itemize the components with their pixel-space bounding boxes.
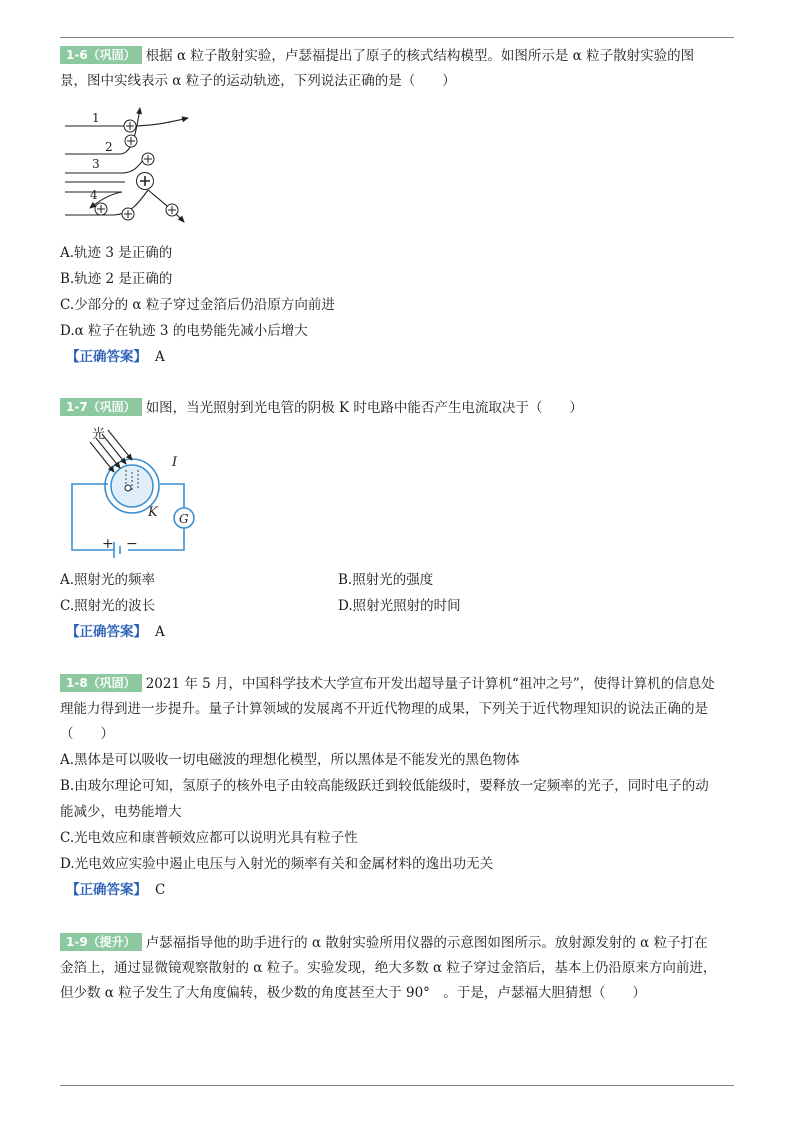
alpha-scattering-figure <box>60 104 200 228</box>
q7-options <box>60 567 736 645</box>
light-label: 光 <box>92 427 106 442</box>
question-tag: 1-7（巩固） <box>60 398 142 416</box>
option-b: B.照射光的强度 <box>338 572 434 588</box>
label-4: 4 <box>90 188 98 202</box>
option-c: C.少部分的 α 粒子穿过金箔后仍沿原方向前进 <box>60 297 335 313</box>
answer-line <box>66 619 736 645</box>
footer-rule <box>60 1085 734 1086</box>
stem-line-1: 卢瑟福指导他的助手进行的 α 散射实验所用仪器的示意图如图所示。放射源发射的 α 粒子打在 <box>145 935 708 951</box>
phototube-circuit-figure <box>66 424 206 558</box>
answer-value: A <box>155 624 165 640</box>
question-stem <box>60 44 736 69</box>
question-tag: 1-6（巩固） <box>60 46 142 64</box>
answer-label: 【正确答案】 <box>66 882 147 898</box>
option-b-cont: 能减少，电势能增大 <box>60 804 182 820</box>
stem-text: 如图，当光照射到光电管的阴极 K 时电路中能否产生电流取决于（ ） <box>145 400 583 416</box>
trajectory-5-out <box>148 190 184 222</box>
option-d: D.光电效应实验中遏止电压与入射光的频率有关和金属材料的逸出功无关 <box>60 856 494 872</box>
current-label: I <box>172 455 178 470</box>
question-tag: 1-9（提升） <box>60 933 142 951</box>
answer-label: 【正确答案】 <box>66 624 147 640</box>
battery <box>114 542 120 558</box>
answer-value: A <box>155 349 165 365</box>
label-1: 1 <box>92 111 100 125</box>
stem-line-3: 但少数 α 粒子发生了大角度偏转，极少数的角度甚至大于 90° 。于是，卢瑟福大胆猜想（ ） <box>60 985 646 1001</box>
question-1-8 <box>60 672 736 903</box>
option-c: C.照射光的波长 <box>60 598 156 614</box>
question-stem <box>60 931 736 956</box>
stem-line-1: 根据 α 粒子散射实验，卢瑟福提出了原子的核式结构模型。如图所示是 α 粒子散射实验的图 <box>145 48 695 64</box>
option-b: B.轨迹 2 是正确的 <box>60 271 173 287</box>
wire-right <box>160 484 184 508</box>
q6-options <box>60 240 736 370</box>
cathode-label: K <box>148 505 158 520</box>
option-a: A.轨迹 3 是正确的 <box>60 245 173 261</box>
question-1-7 <box>60 396 736 421</box>
label-3: 3 <box>92 157 100 171</box>
answer-value: C <box>155 882 166 898</box>
option-a: A.黑体是可以吸收一切电磁波的理想化模型，所以黑体是不能发光的黑色物体 <box>60 752 520 768</box>
stem-line-2: 金箔上，通过显微镜观察散射的 α 粒子。实验发现，绝大多数 α 粒子穿过金箔后，基本上仍沿原来方向前进， <box>60 960 717 976</box>
answer-line <box>66 344 736 370</box>
option-c: C.光电效应和康普顿效应都可以说明光具有粒子性 <box>60 830 358 846</box>
option-a: A.照射光的频率 <box>60 572 156 588</box>
stem-line-3: （ ） <box>60 726 114 742</box>
answer-line <box>66 877 736 903</box>
stem-line-2: 理能力得到进一步提升。量子计算领域的发展离不开近代物理的成果，下列关于近代物理知识的说法正确的是 <box>60 701 708 717</box>
battery-plus: + <box>102 536 114 552</box>
label-2: 2 <box>105 140 113 154</box>
question-tag: 1-8（巩固） <box>60 674 142 692</box>
option-b: B.由玻尔理论可知，氢原子的核外电子由较高能级跃迁到较低能级时，要释放一定频率的光子，同时电子的动 <box>60 778 709 794</box>
galvanometer-label: G <box>179 512 189 526</box>
header-rule <box>60 37 734 38</box>
answer-label: 【正确答案】 <box>66 349 147 365</box>
question-1-9 <box>60 931 736 1006</box>
stem-line-2: 景，图中实线表示 α 粒子的运动轨迹，下列说法正确的是（ ） <box>60 73 456 89</box>
battery-minus: − <box>126 536 138 552</box>
stem-line-1: 2021 年 5 月，中国科学技术大学宣布开发出超导量子计算机“祖冲之号”，使得计算机的信息处 <box>145 676 715 692</box>
option-d: D.α 粒子在轨迹 3 的电势能先减小后增大 <box>60 323 308 339</box>
option-d: D.照射光照射的时间 <box>338 598 461 614</box>
question-stem <box>60 396 736 421</box>
trajectory-3 <box>65 154 148 173</box>
question-stem <box>60 672 736 697</box>
question-1-6 <box>60 44 736 94</box>
